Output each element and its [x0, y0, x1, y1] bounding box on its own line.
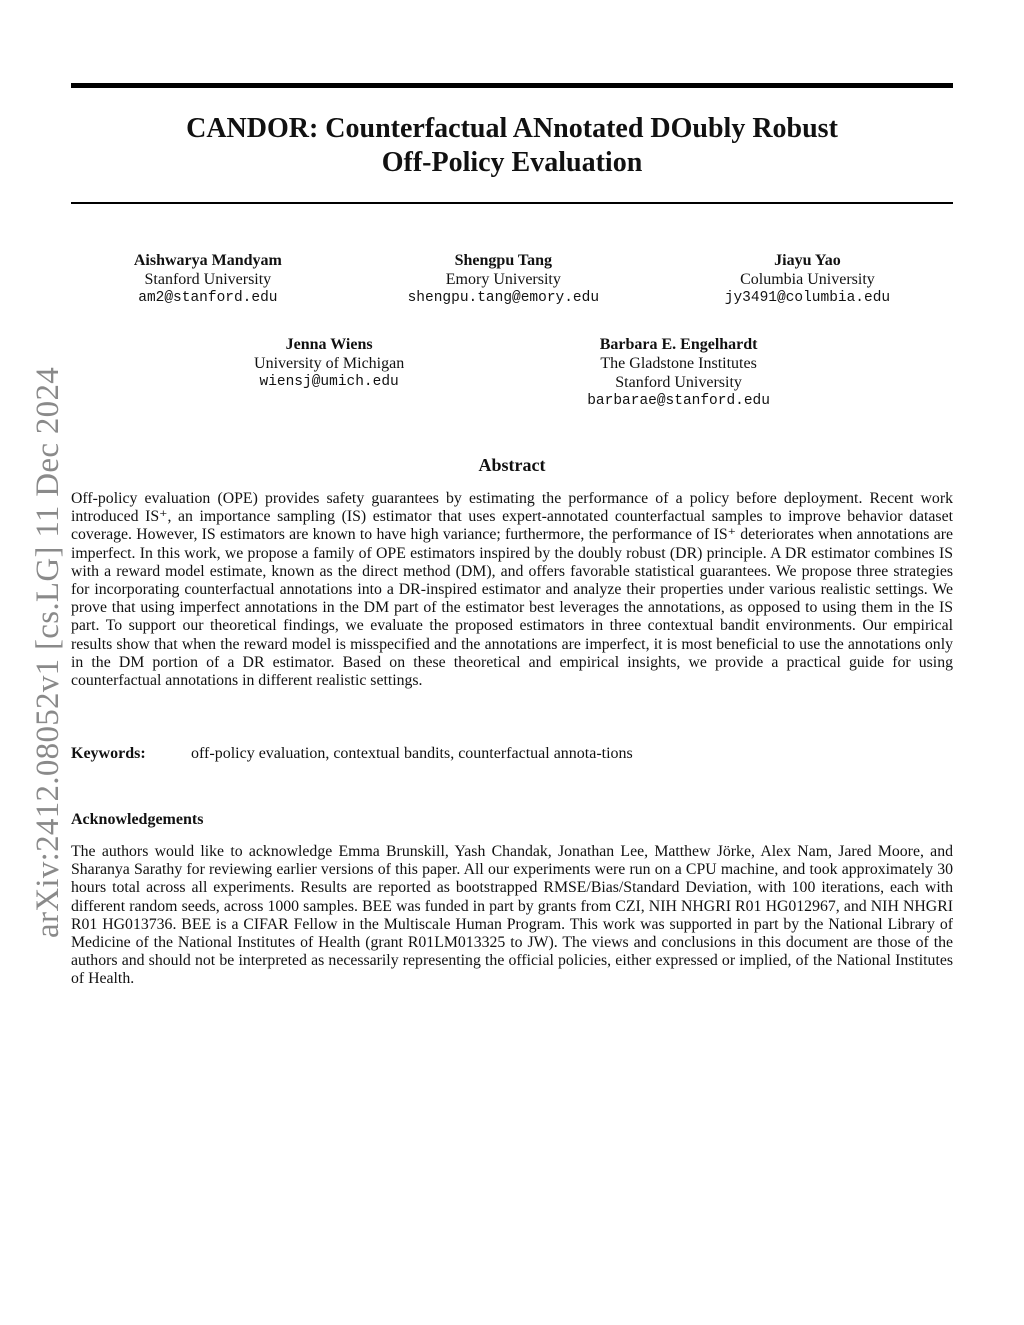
author-affiliation: University of Michigan [254, 355, 405, 372]
author-name: Aishwarya Mandyam [133, 252, 282, 269]
acknowledgements-text: The authors would like to acknowledge Emma Brunskill, Yash Chandak, Jonathan Lee, Matthew Jörke, Alex Nam, Jared Moore, and Sharanya Sarathy for reviewing earlier versions of this paper. All our experiments were run on a CPU machine, and took approximately 30 hours total across all experiments. Results are reported as bootstrapped RMSE/Bias/Standard Deviation, with 100 iterations, each with different random seeds, across 1000 samples. BEE was funded in part by grants from CZI, NIH NHGRI R01 HG012967, and NIH NHGRI R01 HG013736. BEE is a CIFAR Fellow in the Multiscale Human Program. This work was supported in part by the National Library of Medicine of the National Institutes of Health (grant R01LM013325 to JW). The views and conclusions in this document are those of the authors and should not be interpreted as necessarily representing the official policies, either expressed or implied, of the National Institutes of Health. [71, 843, 953, 988]
author-name: Shengpu Tang [454, 252, 553, 269]
author-email[interactable]: shengpu.tang@emory.edu [407, 290, 600, 306]
author-email[interactable]: jy3491@columbia.edu [724, 290, 891, 306]
author-block [725, 251, 890, 308]
author-email[interactable]: am2@stanford.edu [138, 290, 278, 306]
arxiv-identifier-stamp: arXiv:2412.08052v1 [cs.LG] 11 Dec 2024 [30, 366, 66, 938]
author-name: Jiayu Yao [774, 252, 841, 269]
authors-row-2 [71, 335, 953, 411]
author-block [587, 335, 770, 411]
author-email[interactable]: barbarae@stanford.edu [587, 393, 770, 409]
title-bottom-rule [71, 202, 953, 204]
abstract-heading: Abstract [478, 455, 546, 475]
keywords-label: Keywords: [71, 745, 146, 762]
keywords-text: off-policy evaluation, contextual bandits, counterfactual annota-tions [191, 745, 633, 762]
author-affiliation: The Gladstone Institutes [600, 355, 757, 372]
author-affiliation: Emory University [445, 271, 561, 288]
author-email[interactable]: wiensj@umich.edu [259, 374, 399, 390]
author-name: Jenna Wiens [285, 336, 373, 353]
author-affiliation: Columbia University [740, 271, 875, 288]
authors-row-1 [71, 251, 953, 308]
paper-title-line-1: CANDOR: Counterfactual ANnotated DOubly Robust [186, 113, 838, 144]
author-name: Barbara E. Engelhardt [599, 336, 758, 353]
author-affiliation: Stanford University [144, 271, 272, 288]
abstract-text: Off-policy evaluation (OPE) provides safety guarantees by estimating the performance of a policy before deployment. Recent work introduced IS⁺, an importance sampling (IS) estimator that uses expert-annotated counterfactual samples to improve behavior dataset coverage. However, IS estimators are known to have high variance; furthermore, the performance of IS⁺ deteriorates when annotations are imperfect. In this work, we propose a family of OPE estimators inspired by the doubly robust (DR) principle. A DR estimator combines IS with a reward model estimate, known as the direct method (DM), and offers favorable statistical guarantees. We propose three strategies for incorporating counterfactual annotations into a DR-inspired estimator and analyze their properties under various realistic settings. We prove that using imperfect annotations in the DM part of the estimator best leverages the annotations, as opposed to using them in the IS part. To support our theoretical findings, we evaluate the proposed estimators in three contextual bandit environments. Our empirical results show that when the reward model is misspecified and the annotations are imperfect, it is most beneficial to use the annotations only in the DM portion of a DR estimator. Based on these theoretical and empirical insights, we provide a practical guide for using counterfactual annotations in different realistic settings. [71, 490, 953, 690]
author-affiliation-secondary: Stanford University [615, 374, 742, 391]
author-block [408, 251, 599, 308]
author-block [134, 251, 282, 308]
paper-title [71, 112, 953, 180]
acknowledgements-heading: Acknowledgements [71, 811, 204, 828]
paper-title-line-2: Off-Policy Evaluation [381, 147, 643, 178]
title-top-rule [71, 83, 953, 88]
author-block [254, 335, 404, 411]
